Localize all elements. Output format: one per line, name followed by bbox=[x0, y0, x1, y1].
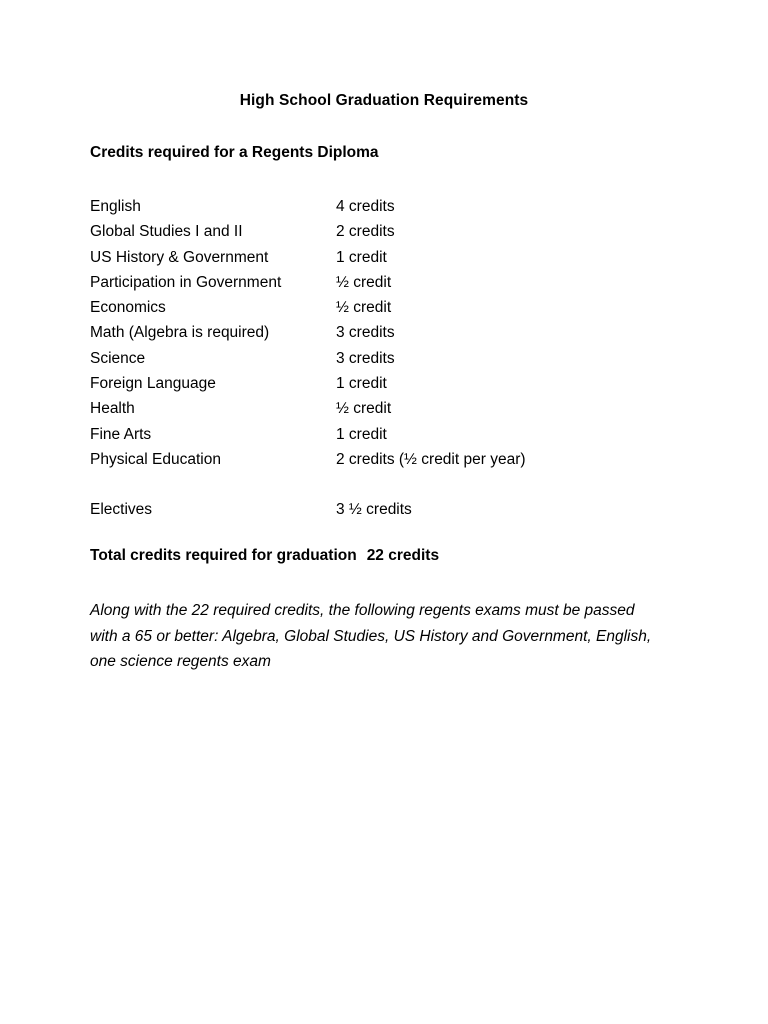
table-row bbox=[90, 270, 670, 295]
spacer-cell bbox=[336, 472, 670, 497]
table-row bbox=[90, 295, 670, 320]
requirement-credits: 2 credits bbox=[336, 223, 395, 241]
electives-subject: Electives bbox=[90, 501, 153, 519]
table-row bbox=[90, 447, 670, 472]
table-spacer-row bbox=[90, 472, 670, 497]
requirement-credits: 1 credit bbox=[336, 248, 387, 266]
table-row bbox=[90, 497, 670, 522]
total-credits-label: Total credits required for graduation bbox=[90, 547, 357, 564]
requirement-credits: 3 credits bbox=[336, 324, 395, 342]
requirement-subject: Foreign Language bbox=[90, 375, 216, 393]
requirement-subject: Math (Algebra is required) bbox=[90, 324, 270, 342]
requirement-subject: Participation in Government bbox=[90, 273, 282, 291]
requirement-credits: 1 credit bbox=[336, 425, 387, 443]
requirement-subject: Fine Arts bbox=[90, 425, 152, 443]
table-row bbox=[90, 371, 670, 396]
table-row bbox=[90, 396, 670, 421]
page-title: High School Graduation Requirements bbox=[239, 92, 529, 109]
requirement-subject: Science bbox=[90, 349, 146, 367]
requirement-subject: US History & Government bbox=[90, 248, 269, 266]
regents-exam-note: Along with the 22 required credits, the following regents exams must be passed with a 65 or better: Algebra, Global Studies, US History and Government, English, one science regents exam bbox=[90, 602, 652, 670]
requirement-credits: 4 credits bbox=[336, 198, 395, 215]
total-credits-line bbox=[90, 547, 439, 565]
spacer-cell bbox=[90, 472, 336, 497]
requirement-credits: 2 credits (½ credit per year) bbox=[336, 450, 526, 468]
section-heading-regents-diploma: Credits required for a Regents Diploma bbox=[90, 144, 379, 161]
table-row bbox=[90, 245, 670, 270]
requirement-credits: ½ credit bbox=[336, 299, 392, 317]
requirement-credits: ½ credit bbox=[336, 400, 392, 418]
table-row bbox=[90, 194, 670, 219]
requirement-subject: Economics bbox=[90, 299, 166, 317]
table-row bbox=[90, 219, 670, 244]
electives-credits: 3 ½ credits bbox=[336, 501, 412, 519]
table-row bbox=[90, 346, 670, 371]
table-row bbox=[90, 320, 670, 345]
requirement-subject: Health bbox=[90, 400, 135, 418]
credit-requirements-table bbox=[90, 194, 670, 523]
total-credits-value: 22 credits bbox=[366, 547, 440, 564]
requirement-credits: 1 credit bbox=[336, 375, 387, 393]
requirement-subject: English bbox=[90, 198, 141, 215]
requirement-credits: ½ credit bbox=[336, 273, 392, 291]
table-row bbox=[90, 422, 670, 447]
requirement-subject: Global Studies I and II bbox=[90, 223, 243, 241]
requirement-credits: 3 credits bbox=[336, 349, 395, 367]
requirement-subject: Physical Education bbox=[90, 450, 221, 468]
